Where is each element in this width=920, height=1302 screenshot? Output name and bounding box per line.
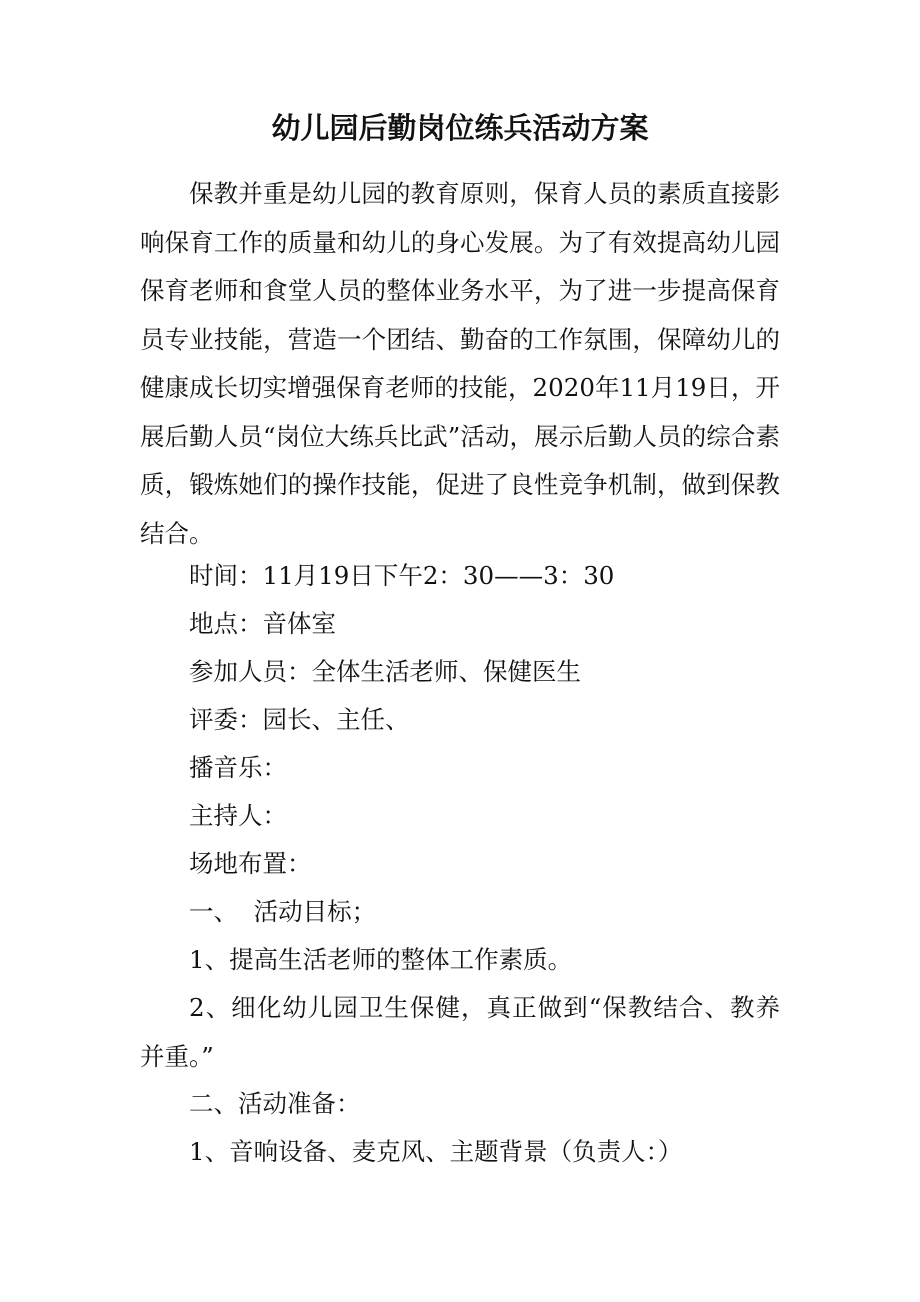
document-title: 幼儿园后勤岗位练兵活动方案	[271, 111, 649, 145]
goal-2-line: 2、细化幼儿园卫生保健，真正做到“保教结合、教养并重。”	[140, 993, 780, 1071]
host-line: 主持人：	[189, 801, 287, 830]
participants-line: 参加人员：全体生活老师、保健医生	[189, 657, 581, 686]
place-line: 地点：音体室	[189, 609, 336, 638]
goal-1-line: 1、提高生活老师的整体工作素质。	[189, 945, 573, 974]
section-2-heading: 二、活动准备：	[189, 1089, 361, 1118]
judges-line: 评委：园长、主任、	[189, 705, 410, 734]
time-line: 时间：11月19日下午2：30——3：30	[189, 561, 615, 590]
music-line: 播音乐：	[189, 753, 287, 782]
prep-1-line: 1、音响设备、麦克风、主题背景（负责人：）	[189, 1137, 683, 1166]
intro-paragraph: 保教并重是幼儿园的教育原则，保育人员的素质直接影响保育工作的质量和幼儿的身心发展。为了有效提高幼儿园保育老师和食堂人员的整体业务水平，为了进一步提高保育员专业技能，营造一个团结、勤奋的工作氛围，保障幼儿的健康成长切实增强保育老师的技能，2020年11月19日，开展后勤人员“岗位大练兵比武”活动，展示后勤人员的综合素质，锻炼她们的操作技能，促进了良性竞争机制，做到保教结合。	[140, 179, 780, 548]
section-1-heading: 一、 活动目标；	[189, 897, 377, 926]
venue-line: 场地布置：	[189, 849, 312, 878]
